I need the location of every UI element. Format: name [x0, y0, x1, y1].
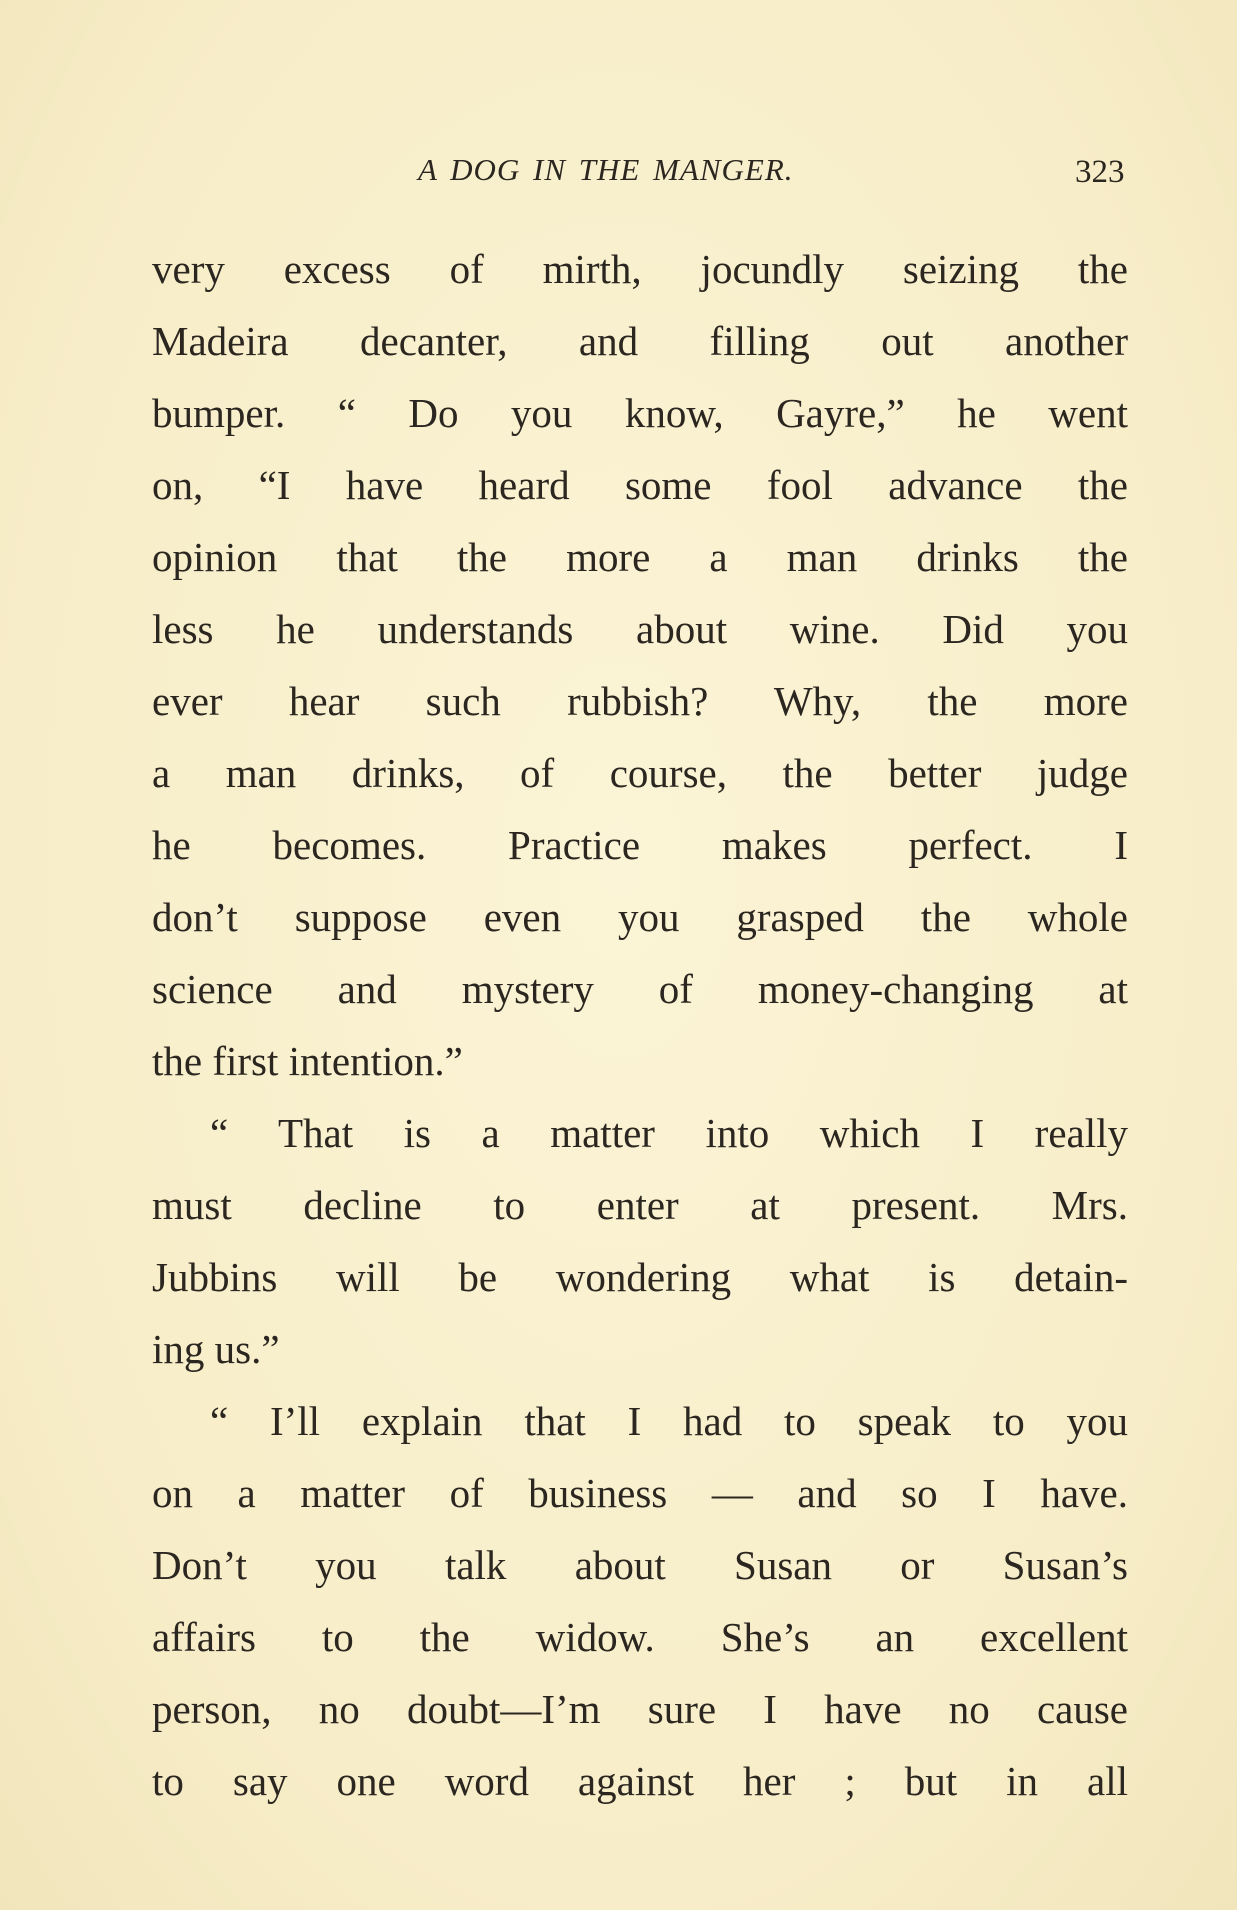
text-line: must decline to enter at present. Mrs.	[152, 1182, 1128, 1228]
text-line: opinion that the more a man drinks the	[152, 534, 1128, 580]
page-number: 323	[1075, 154, 1125, 190]
text-line: very excess of mirth, jocundly seizing the	[152, 246, 1128, 292]
text-line: to say one word against her ; but in all	[152, 1758, 1128, 1804]
text-line: “ I’ll explain that I had to speak to you	[210, 1398, 1128, 1444]
text-line: on, “I have heard some fool advance the	[152, 462, 1128, 508]
text-line: affairs to the widow. She’s an excellent	[152, 1614, 1128, 1660]
text-line: ing us.”	[152, 1326, 280, 1372]
text-line: don’t suppose even you grasped the whole	[152, 894, 1128, 940]
text-line: less he understands about wine. Did you	[152, 606, 1128, 652]
text-line: Madeira decanter, and filling out another	[152, 318, 1128, 364]
text-line: on a matter of business — and so I have.	[152, 1470, 1128, 1516]
text-line: a man drinks, of course, the better judge	[152, 750, 1128, 796]
body-text	[152, 233, 1128, 1817]
running-head	[0, 152, 1237, 202]
text-line: he becomes. Practice makes perfect. I	[152, 822, 1128, 868]
running-head-title: A DOG IN THE MANGER.	[418, 152, 794, 187]
text-line: Don’t you talk about Susan or Susan’s	[152, 1542, 1128, 1588]
text-line: the first intention.”	[152, 1038, 463, 1084]
text-line: bumper. “ Do you know, Gayre,” he went	[152, 390, 1128, 436]
text-line: ever hear such rubbish? Why, the more	[152, 678, 1128, 724]
text-line: Jubbins will be wondering what is detain-	[152, 1254, 1128, 1300]
text-line: person, no doubt—I’m sure I have no cause	[152, 1686, 1128, 1732]
text-line: “ That is a matter into which I really	[210, 1110, 1128, 1156]
text-line: science and mystery of money-changing at	[152, 966, 1128, 1012]
